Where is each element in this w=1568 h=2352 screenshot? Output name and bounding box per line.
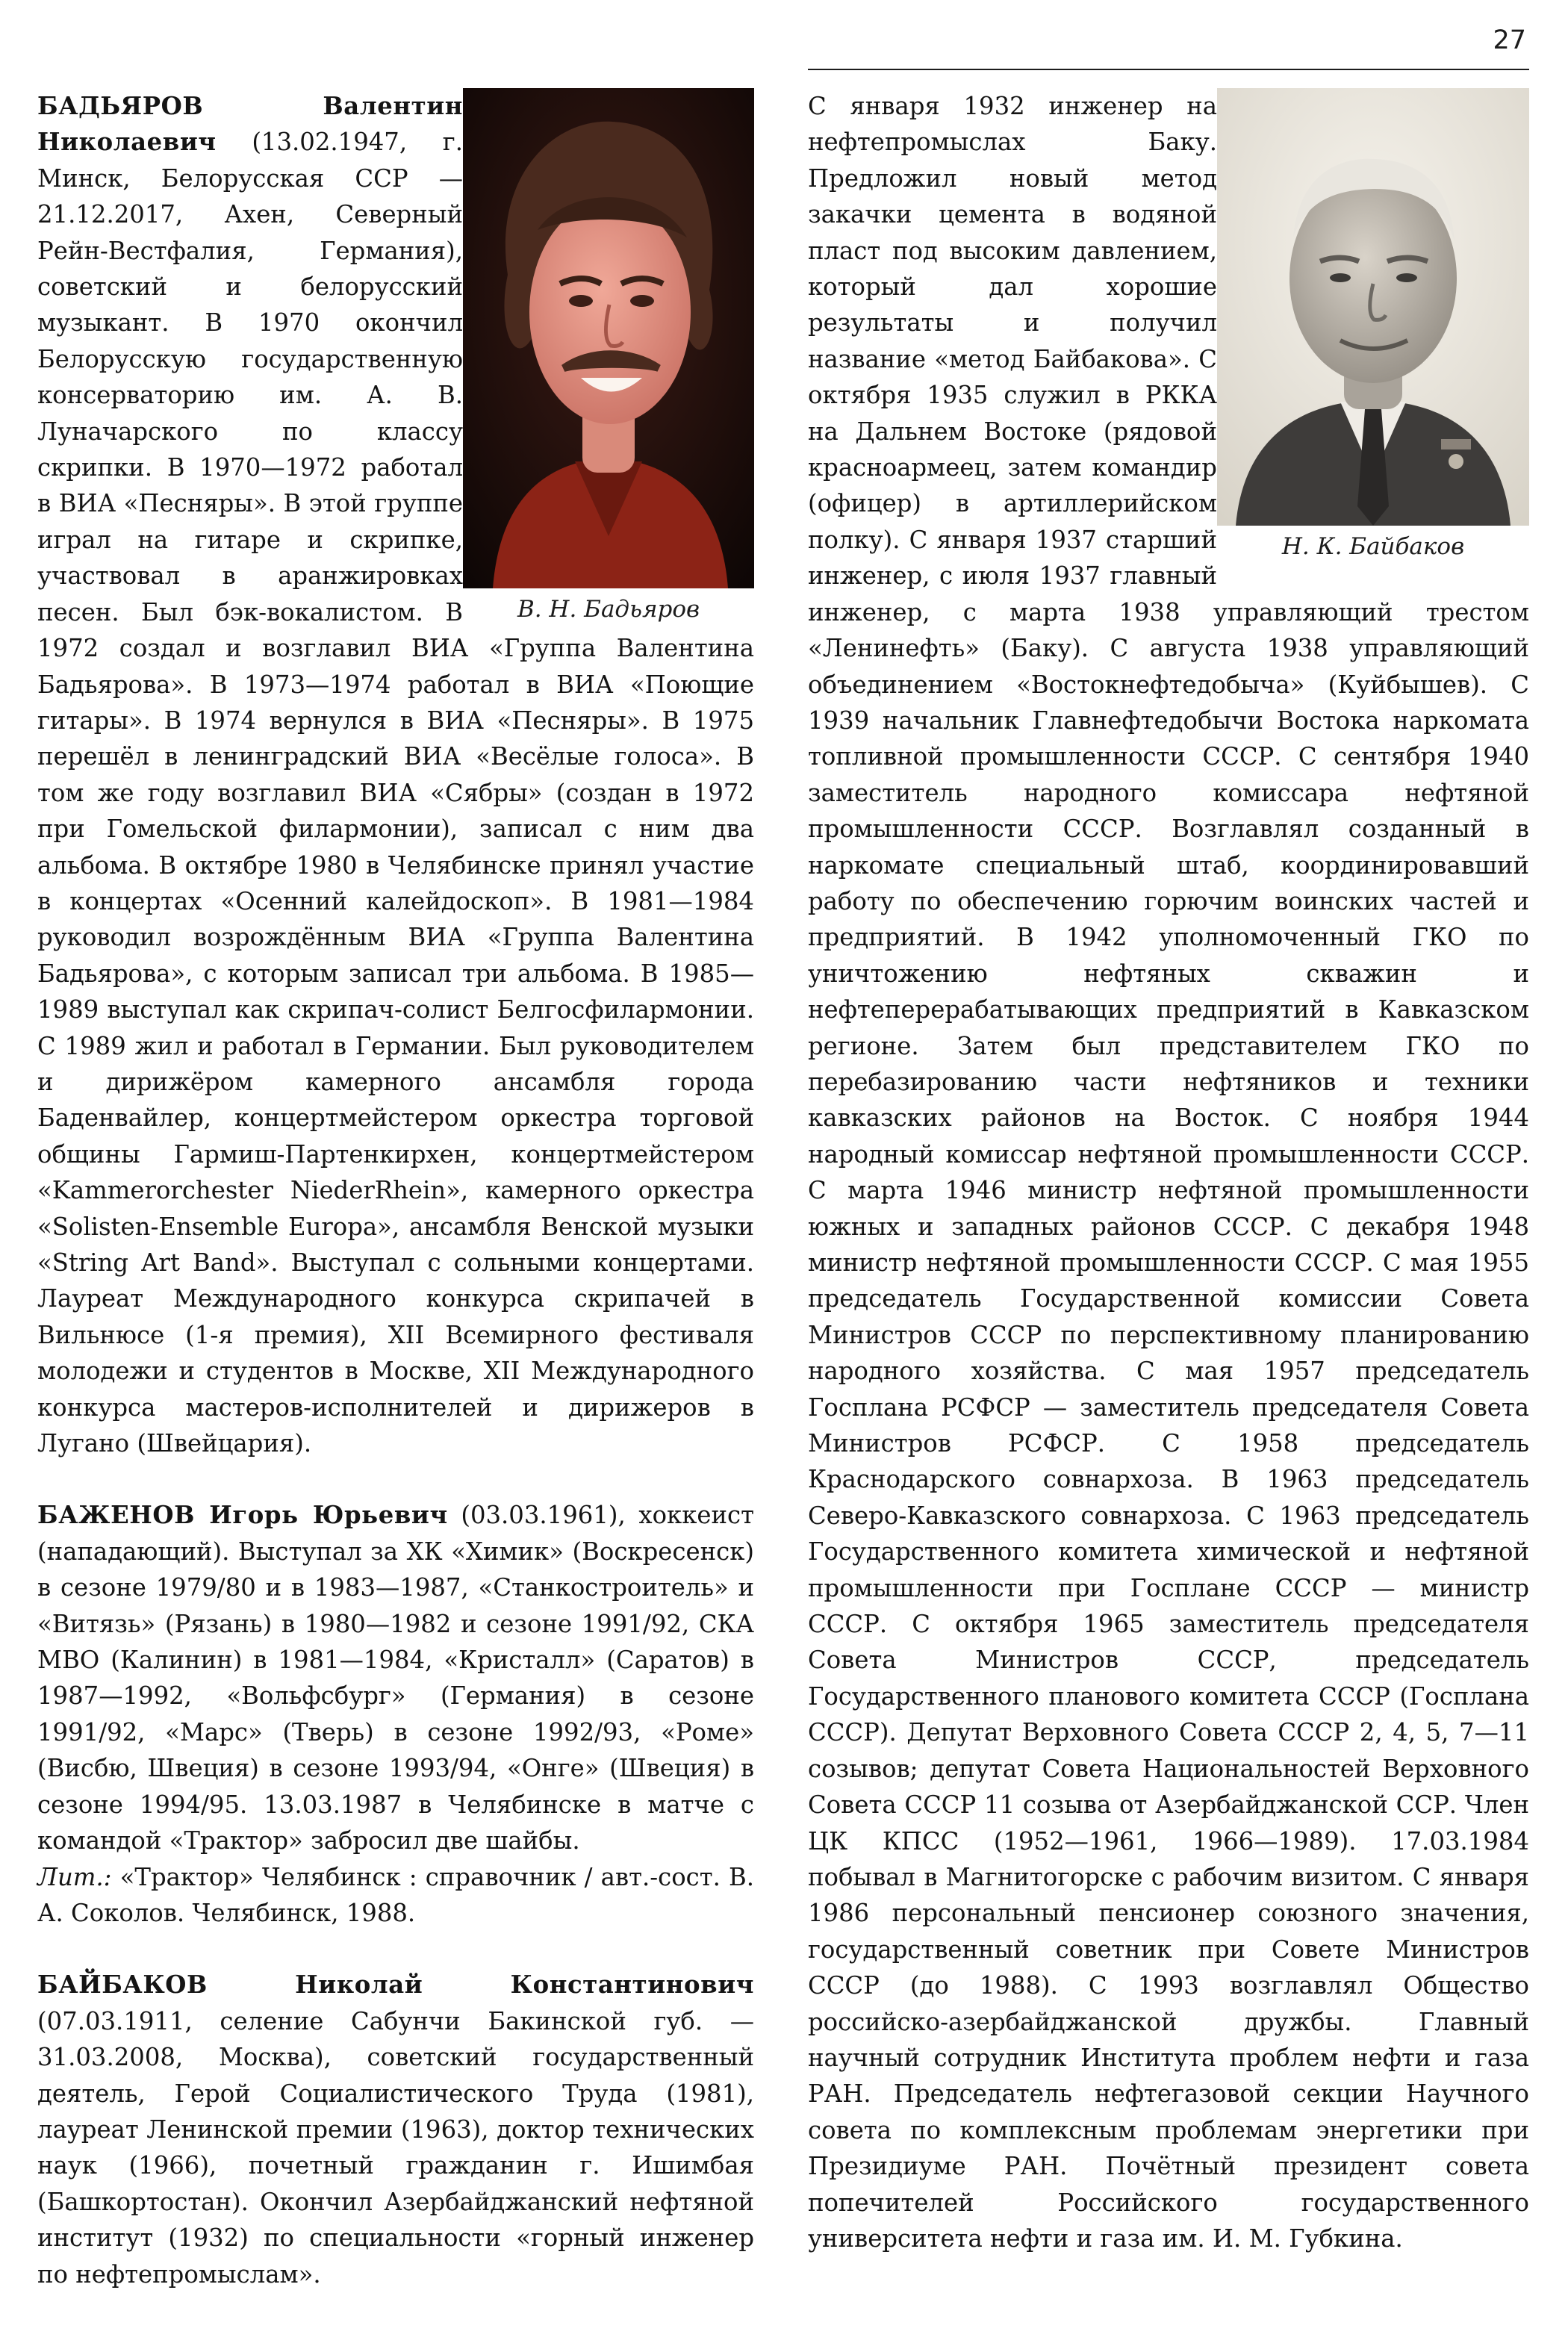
entry-paragraph-continued: С января 1932 инженер на нефтепромыслах Баку. Предложил новый метод закачки цемента в водяной пласт под высоким давлением, который дал хорошие результаты и получил название «метод Байбакова». С октября 1935 служил в РККА на Дальнем Востоке (рядовой красноармеец, затем командир (офицер) в артиллерийском полку). С января 1937 старший инженер, с июля 1937 главный инженер, с марта 1938 управляющий трестом «Ленинефть» (Баку). С августа 1938 управляющий объединением «Востокнефтедобыча» (Куйбышев). С 1939 начальник Главнефтедобычи Востока наркомата топливной промышленности СССР. С сентября 1940 заместитель народного комиссара нефтяной промышленности СССР. Возглавлял созданный в наркомате специальный штаб, координировавший работу по обеспечению горючим воинских частей и предприятий. В 1942 уполномоченный ГКО по уничтожению нефтяных скважин и нефтеперерабатывающих предприятий в Кавказском регионе. Затем был представителем ГКО по перебазированию части нефтяников и техники кавказских районов на Восток. С ноября 1944 народный комиссар нефтяной промышленности СССР. С марта 1946 министр нефтяной промышленности южных и западных районов СССР. С декабря 1948 министр нефтяной промышленности СССР. С мая 1955 председатель Государственной комиссии Совета Министров СССР по перспективному планированию народного хозяйства. С мая 1957 председатель Госплана РСФСР — заместитель председателя Совета Министров РСФСР. С 1958 председатель Краснодарского совнархоза. В 1963 председатель Северо-Кавказского совнархоза. С 1963 председатель Государственного комитета химической и нефтяной промышленности при Госплане СССР — министр СССР. С октября 1965 заместитель председателя Совета Министров СССР, председатель Государственного планового комитета СССР (Госплана СССР). Депутат Верховного Совета СССР 2, 4, 5, 7—11 созывов; депутат Совета Национальностей Верховного Совета СССР 11 созыва от Азербайджанской ССР. Член ЦК КПСС (1952—1961, 1966—1989). 17.03.1984 побывал в Магнитогорске с рабочим визитом. С января 1986 персональный пенсионер союзного значения, государственный советник при Совете Министров СССР (до 1988). С 1993 возглавлял Общество российско-азербайджанской дружбы. Главный научный сотрудник Института проблем нефти и газа РАН. Председатель нефтегазовой секции Научного совета по комплексным проблемам энергетики при Президиуме РАН. Почётный президент совета попечителей Российского государственного университета нефти и газа им. И. М. Губкина. — [808, 92, 1529, 2253]
entry-text: (07.03.1911, селение Сабунчи Бакинской губ. — 31.03.2008, Москва), советский государственный деятель, Герой Социалистического Труда (1981), лауреат Ленинской премии (1963), доктор технических наук (1966), почетный гражданин г. Ишимбая (Башкортостан). Окончил Азербайджанский нефтяной институт (1932) по специальности «горный инженер по нефтепромыслам». — [37, 2006, 754, 2289]
headword: БАЖЕНОВ Игорь Юрьевич — [37, 1501, 448, 1530]
entry-badyarov — [37, 88, 754, 1461]
headword: БАДЬЯРОВ Валентин Николаевич — [37, 92, 463, 157]
literature-text: «Трактор» Челябинск : справочник / авт.-сост. В. А. Соколов. Челябинск, 1988. — [37, 1862, 754, 1927]
right-column — [808, 88, 1529, 2256]
headword: БАЙБАКОВ Николай Константинович — [37, 1970, 754, 2000]
entry-text: (03.03.1961), хоккеист (нападающий). Выступал за ХК «Химик» (Воскресенск) в сезоне 1979/80 и в 1983—1987, «Станкостроитель» и «Витязь» (Рязань) в 1980—1982 и сезоне 1991/92, СКА МВО (Калинин) в 1981—1984, «Кристалл» (Саратов) в 1987—1992, «Вольфсбург» (Германия) в сезоне 1991/92, «Марс» (Тверь) в сезоне 1992/93, «Роме» (Висбю, Швеция) в сезоне 1993/94, «Онге» (Швеция) в сезоне 1994/95. 13.03.1987 в Челябинске в матче с командой «Трактор» забросил две шайбы. — [37, 1501, 755, 1855]
portrait-baibakov — [1217, 88, 1529, 561]
entry-baibakov — [37, 1967, 754, 2292]
portrait-photo-baibakov — [1217, 88, 1529, 526]
entry-paragraph — [37, 1967, 754, 2292]
portrait-photo-badyarov — [463, 88, 754, 588]
entry-text: (13.02.1947, г. Минск, Белорусская ССР — 21.12.2017, Ахен, Северный Рейн-Вестфалия, Германия), советский и белорусский музыкант. В 1970 окончил Белорусскую государственную консерваторию им. А. В. Луначарского по классу скрипки. В 1970—1972 работал в ВИА «Песняры». В этой группе играл на гитаре и скрипке, участвовал в аранжировках песен. Был бэк-вокалистом. В 1972 создал и возглавил ВИА «Группа Валентина Бадьярова». В 1973—1974 работал в ВИА «Поющие гитары». В 1974 вернулся в ВИА «Песняры». В 1975 перешёл в ленинградский ВИА «Весёлые голоса». В том же году возглавил ВИА «Сябры» (создан в 1972 при Гомельской филармонии), записал с ним два альбома. В октябре 1980 в Челябинске принял участие в концертах «Осенний калейдоскоп». В 1981—1984 руководил возрождённым ВИА «Группа Валентина Бадьярова», с которым записал три альбома. В 1985—1989 выступал как скрипач-солист Белгосфилармонии. С 1989 жил и работал в Германии. Был руководителем и дирижёром камерного ансамбля города Баденвайлер, концертмейстером оркестра торговой общины Гармиш-Партенкирхен, концертмейстером «Kammerorchester NiederRhein», камерного оркестра «Solisten-Ensemble Europa», ансамбля Венской музыки «String Art Band». Выступал с сольными концертами. Лауреат Международного конкурса скрипачей в Вильнюсе (1-я премия), XII Всемирного фестиваля молодежи и студентов в Москве, XII Международного конкурса мастеров-исполнителей и дирижеров в Лугано (Швейцария). — [37, 128, 754, 1458]
portrait-badyarov — [463, 88, 754, 624]
page-number: 27 — [1493, 25, 1526, 55]
entry-bazhenov — [37, 1497, 754, 1931]
literature-label: Лит.: — [37, 1862, 112, 1891]
header-rule — [808, 69, 1529, 70]
left-column — [37, 88, 754, 2292]
photo-caption-baibakov: Н. К. Байбаков — [1281, 533, 1465, 560]
literature-line — [37, 1859, 754, 1932]
entry-paragraph — [37, 1497, 754, 1858]
photo-caption-badyarov: В. Н. Бадьяров — [517, 596, 700, 623]
